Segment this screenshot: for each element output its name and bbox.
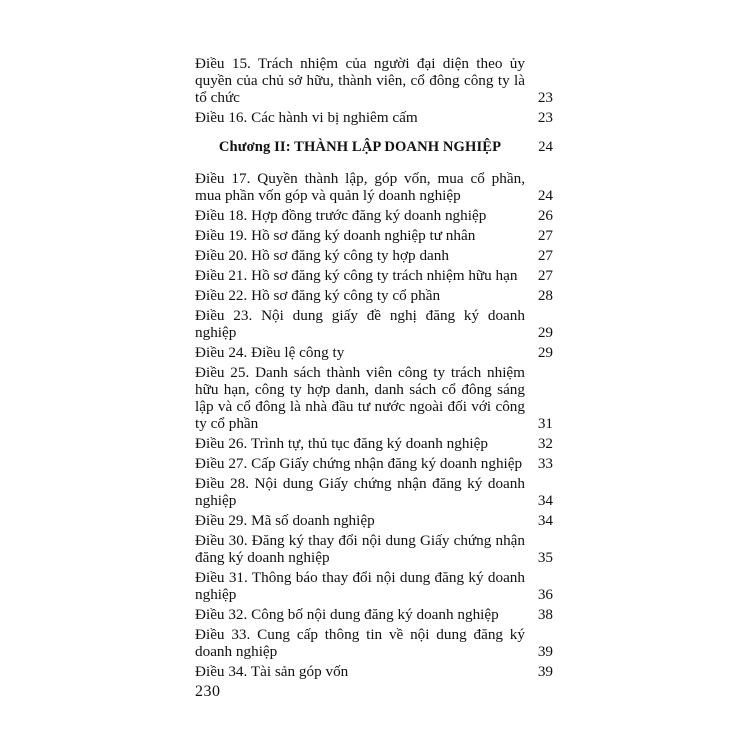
toc-entry-title: Điều 32. Công bố nội dung đăng ký doanh nghiệp [195,606,499,623]
toc-entry [195,207,553,224]
chapter-page: 24 [538,139,553,155]
toc-entry-page: 23 [537,89,553,106]
toc-entry-title: Điều 18. Hợp đồng trước đăng ký doanh nghiệp [195,207,487,224]
toc-entry-page: 23 [537,109,553,126]
toc-entry [195,344,553,361]
toc-entry-title: Điều 25. Danh sách thành viên công ty trách nhiệm hữu hạn, công ty hợp danh, danh sách cổ đông sáng lập và cổ đông là nhà đầu tư nước ngoài đối với công ty cổ phần [195,364,525,432]
toc-entry [195,475,553,509]
toc-entry [195,512,553,529]
toc-entry-title: Điều 23. Nội dung giấy đề nghị đăng ký doanh nghiệp [195,307,525,341]
toc-entry-title: Điều 30. Đăng ký thay đổi nội dung Giấy chứng nhận đăng ký doanh nghiệp [195,532,525,566]
toc-entry-page: 29 [537,324,553,341]
toc-entry-page: 31 [537,415,553,432]
toc-entry-page: 36 [537,586,553,603]
toc-chapter-heading [195,139,553,156]
toc-entry-title: Điều 34. Tài sản góp vốn [195,663,349,680]
toc-entry-page: 29 [537,344,553,361]
toc-entry [195,606,553,623]
toc-entry-page: 26 [537,207,553,224]
toc-entry-title: Điều 20. Hồ sơ đăng ký công ty hợp danh [195,247,449,264]
toc-entry-title: Điều 31. Thông báo thay đổi nội dung đăng ký doanh nghiệp [195,569,525,603]
toc-entry [195,55,553,106]
toc-entry-page: 34 [537,512,553,529]
toc-entry [195,663,553,680]
toc-entry [195,227,553,244]
toc-entry [195,626,553,660]
toc-entry [195,532,553,566]
toc-entry-title: Điều 27. Cấp Giấy chứng nhận đăng ký doanh nghiệp [195,455,523,472]
toc-entry-title: Điều 15. Trách nhiệm của người đại diện theo ủy quyền của chủ sở hữu, thành viên, cổ đông công ty là tổ chức [195,55,525,106]
toc-entry [195,569,553,603]
toc-entry-title: Điều 16. Các hành vi bị nghiêm cấm [195,109,418,126]
toc-entry-page: 28 [537,287,553,304]
toc-entry-page: 39 [537,643,553,660]
page-number: 230 [195,683,221,700]
toc-entry-page: 27 [537,267,553,284]
toc-entry-page: 27 [537,227,553,244]
toc-entry-title: Điều 24. Điều lệ công ty [195,344,345,361]
toc-entry-page: 24 [537,187,553,204]
toc-entry-page: 38 [537,606,553,623]
toc-entry-page: 39 [537,663,553,680]
toc-entry-title: Điều 22. Hồ sơ đăng ký công ty cổ phần [195,287,441,304]
chapter-title: Chương II: THÀNH LẬP DOANH NGHIỆP [218,139,502,155]
toc-entry-page: 34 [537,492,553,509]
toc-entry-page: 27 [537,247,553,264]
toc-entry-page: 35 [537,549,553,566]
toc-entry-page: 32 [537,435,553,452]
toc-entry [195,455,553,472]
toc-entry-title: Điều 19. Hồ sơ đăng ký doanh nghiệp tư nhân [195,227,476,244]
toc-entry-title: Điều 26. Trình tự, thủ tục đăng ký doanh nghiệp [195,435,488,452]
toc-entry-page: 33 [537,455,553,472]
toc-entry-title: Điều 21. Hồ sơ đăng ký công ty trách nhiệm hữu hạn [195,267,518,284]
toc-entry-title: Điều 29. Mã số doanh nghiệp [195,512,375,529]
toc-entry [195,247,553,264]
toc-entry [195,170,553,204]
toc-entry [195,364,553,432]
toc-entry-title: Điều 28. Nội dung Giấy chứng nhận đăng ký doanh nghiệp [195,475,525,509]
toc-entry-title: Điều 17. Quyền thành lập, góp vốn, mua cổ phần, mua phần vốn góp và quản lý doanh nghiệp [195,170,525,204]
toc-entry [195,287,553,304]
toc-entry-title: Điều 33. Cung cấp thông tin về nội dung đăng ký doanh nghiệp [195,626,525,660]
toc-entry [195,267,553,284]
toc-entry [195,109,553,126]
toc-entry [195,307,553,341]
toc-entry [195,435,553,452]
table-of-contents [195,55,553,683]
